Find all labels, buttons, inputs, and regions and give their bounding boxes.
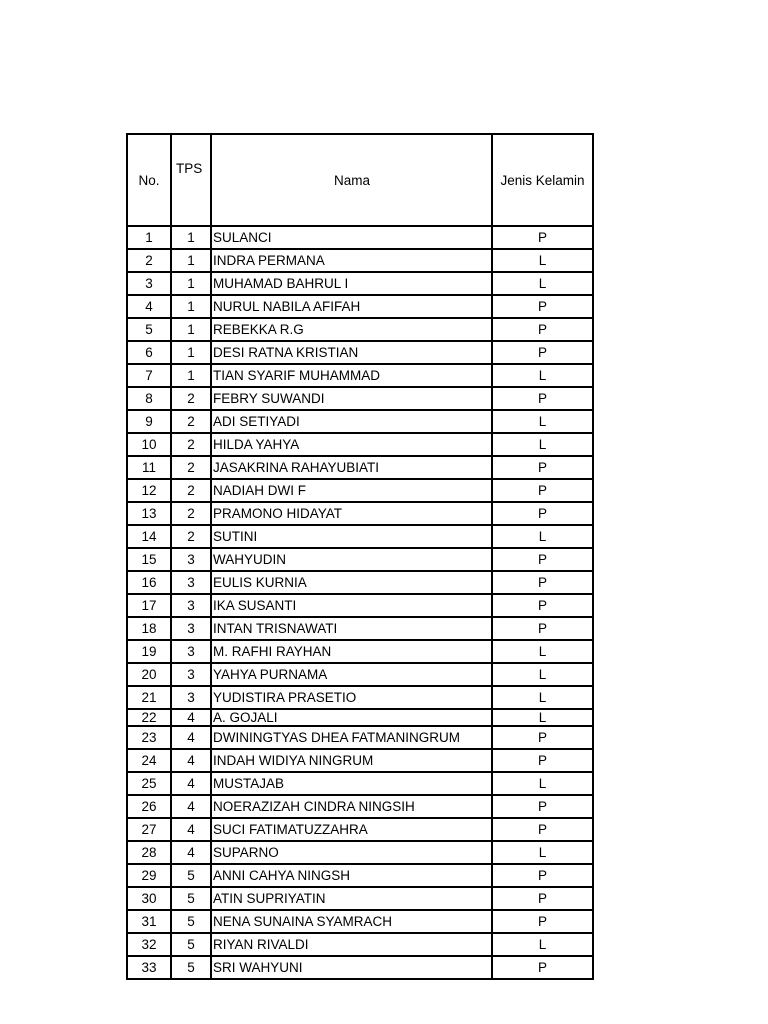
table-row [127,594,593,617]
row-no: 30 [127,887,171,910]
row-nama: NADIAH DWI F [211,479,492,502]
header-no: No. [127,134,171,226]
row-no: 13 [127,502,171,525]
row-no: 3 [127,272,171,295]
row-tps: 3 [171,686,211,709]
row-nama: ATIN SUPRIYATIN [211,887,492,910]
row-no: 12 [127,479,171,502]
row-jenis-kelamin: P [492,795,593,818]
row-nama: SUCI FATIMATUZZAHRA [211,818,492,841]
table-row [127,910,593,933]
row-nama: MUSTAJAB [211,772,492,795]
table-row [127,709,593,726]
row-no: 23 [127,726,171,749]
row-no: 1 [127,226,171,249]
row-tps: 2 [171,502,211,525]
row-nama: ANNI CAHYA NINGSH [211,864,492,887]
row-tps: 2 [171,525,211,548]
row-no: 7 [127,364,171,387]
table-row [127,525,593,548]
row-nama: PRAMONO HIDAYAT [211,502,492,525]
table-row [127,341,593,364]
row-jenis-kelamin: P [492,887,593,910]
table-row [127,272,593,295]
table-row [127,295,593,318]
table-row [127,686,593,709]
row-jenis-kelamin: P [492,571,593,594]
row-tps: 1 [171,341,211,364]
table-row [127,663,593,686]
row-tps: 1 [171,295,211,318]
row-nama: YUDISTIRA PRASETIO [211,686,492,709]
row-nama: NURUL NABILA AFIFAH [211,295,492,318]
row-jenis-kelamin: P [492,749,593,772]
row-tps: 2 [171,433,211,456]
row-no: 18 [127,617,171,640]
row-tps: 4 [171,795,211,818]
row-jenis-kelamin: L [492,272,593,295]
row-jenis-kelamin: P [492,318,593,341]
table-row [127,640,593,663]
row-jenis-kelamin: L [492,841,593,864]
row-nama: MUHAMAD BAHRUL I [211,272,492,295]
row-jenis-kelamin: P [492,726,593,749]
row-tps: 3 [171,548,211,571]
row-jenis-kelamin: P [492,456,593,479]
row-nama: SULANCI [211,226,492,249]
table-row [127,726,593,749]
row-jenis-kelamin: P [492,818,593,841]
row-nama: JASAKRINA RAHAYUBIATI [211,456,492,479]
row-no: 20 [127,663,171,686]
table-row [127,887,593,910]
row-tps: 3 [171,594,211,617]
row-no: 22 [127,709,171,726]
row-tps: 2 [171,479,211,502]
row-nama: INDAH WIDIYA NINGRUM [211,749,492,772]
header-jenis-kelamin: Jenis Kelamin [492,134,593,226]
row-jenis-kelamin: P [492,956,593,979]
row-tps: 4 [171,772,211,795]
table-body [127,226,593,979]
row-no: 26 [127,795,171,818]
table-row [127,818,593,841]
row-no: 16 [127,571,171,594]
header-tps: TPS [171,134,211,226]
table-row [127,387,593,410]
row-jenis-kelamin: L [492,433,593,456]
row-no: 9 [127,410,171,433]
row-jenis-kelamin: P [492,341,593,364]
row-tps: 4 [171,818,211,841]
row-no: 33 [127,956,171,979]
row-no: 10 [127,433,171,456]
row-tps: 2 [171,410,211,433]
table-row [127,479,593,502]
row-jenis-kelamin: L [492,640,593,663]
row-jenis-kelamin: P [492,502,593,525]
row-no: 6 [127,341,171,364]
row-nama: WAHYUDIN [211,548,492,571]
row-nama: IKA SUSANTI [211,594,492,617]
row-tps: 3 [171,663,211,686]
table-row [127,364,593,387]
row-no: 2 [127,249,171,272]
row-no: 21 [127,686,171,709]
table-row [127,864,593,887]
row-jenis-kelamin: P [492,864,593,887]
table-row [127,571,593,594]
row-nama: SRI WAHYUNI [211,956,492,979]
row-nama: NENA SUNAINA SYAMRACH [211,910,492,933]
row-nama: REBEKKA R.G [211,318,492,341]
row-jenis-kelamin: P [492,387,593,410]
header-row [127,134,593,226]
row-nama: DWININGTYAS DHEA FATMANINGRUM [211,726,492,749]
table-row [127,772,593,795]
row-no: 24 [127,749,171,772]
row-nama: A. GOJALI [211,709,492,726]
row-no: 17 [127,594,171,617]
row-nama: ADI SETIYADI [211,410,492,433]
row-nama: SUTINI [211,525,492,548]
row-no: 8 [127,387,171,410]
row-nama: YAHYA PURNAMA [211,663,492,686]
row-no: 19 [127,640,171,663]
row-jenis-kelamin: P [492,548,593,571]
row-nama: DESI RATNA KRISTIAN [211,341,492,364]
row-tps: 2 [171,387,211,410]
row-no: 15 [127,548,171,571]
row-tps: 4 [171,749,211,772]
row-jenis-kelamin: L [492,686,593,709]
table-row [127,318,593,341]
table-header [127,134,593,226]
row-tps: 1 [171,318,211,341]
row-tps: 5 [171,910,211,933]
row-jenis-kelamin: P [492,910,593,933]
row-nama: TIAN SYARIF MUHAMMAD [211,364,492,387]
row-tps: 4 [171,841,211,864]
row-nama: INTAN TRISNAWATI [211,617,492,640]
row-jenis-kelamin: P [492,479,593,502]
row-nama: RIYAN RIVALDI [211,933,492,956]
row-jenis-kelamin: P [492,295,593,318]
table-row [127,456,593,479]
row-nama: SUPARNO [211,841,492,864]
row-jenis-kelamin: L [492,525,593,548]
table-row [127,548,593,571]
row-no: 28 [127,841,171,864]
table-row [127,249,593,272]
row-nama: M. RAFHI RAYHAN [211,640,492,663]
row-tps: 1 [171,272,211,295]
row-tps: 3 [171,617,211,640]
row-jenis-kelamin: L [492,772,593,795]
table-row [127,617,593,640]
table-row [127,410,593,433]
row-no: 5 [127,318,171,341]
row-tps: 1 [171,226,211,249]
row-no: 25 [127,772,171,795]
row-jenis-kelamin: L [492,663,593,686]
row-tps: 5 [171,933,211,956]
header-nama: Nama [211,134,492,226]
row-no: 27 [127,818,171,841]
row-nama: FEBRY SUWANDI [211,387,492,410]
row-no: 4 [127,295,171,318]
row-no: 11 [127,456,171,479]
table-row [127,933,593,956]
table-row [127,502,593,525]
table-row [127,433,593,456]
row-jenis-kelamin: L [492,410,593,433]
row-tps: 5 [171,864,211,887]
row-nama: INDRA PERMANA [211,249,492,272]
row-tps: 1 [171,364,211,387]
row-no: 14 [127,525,171,548]
row-tps: 3 [171,640,211,663]
row-nama: HILDA YAHYA [211,433,492,456]
row-tps: 4 [171,709,211,726]
table-row [127,749,593,772]
row-tps: 5 [171,887,211,910]
voter-table [126,133,594,980]
table-row [127,226,593,249]
row-tps: 3 [171,571,211,594]
row-jenis-kelamin: P [492,594,593,617]
row-no: 31 [127,910,171,933]
row-tps: 4 [171,726,211,749]
row-jenis-kelamin: L [492,249,593,272]
row-tps: 2 [171,456,211,479]
row-nama: NOERAZIZAH CINDRA NINGSIH [211,795,492,818]
table-row [127,841,593,864]
row-jenis-kelamin: P [492,617,593,640]
row-tps: 1 [171,249,211,272]
row-no: 32 [127,933,171,956]
row-jenis-kelamin: L [492,709,593,726]
row-jenis-kelamin: L [492,364,593,387]
table-row [127,795,593,818]
table-row [127,956,593,979]
row-nama: EULIS KURNIA [211,571,492,594]
row-jenis-kelamin: P [492,226,593,249]
row-jenis-kelamin: L [492,933,593,956]
row-tps: 5 [171,956,211,979]
row-no: 29 [127,864,171,887]
